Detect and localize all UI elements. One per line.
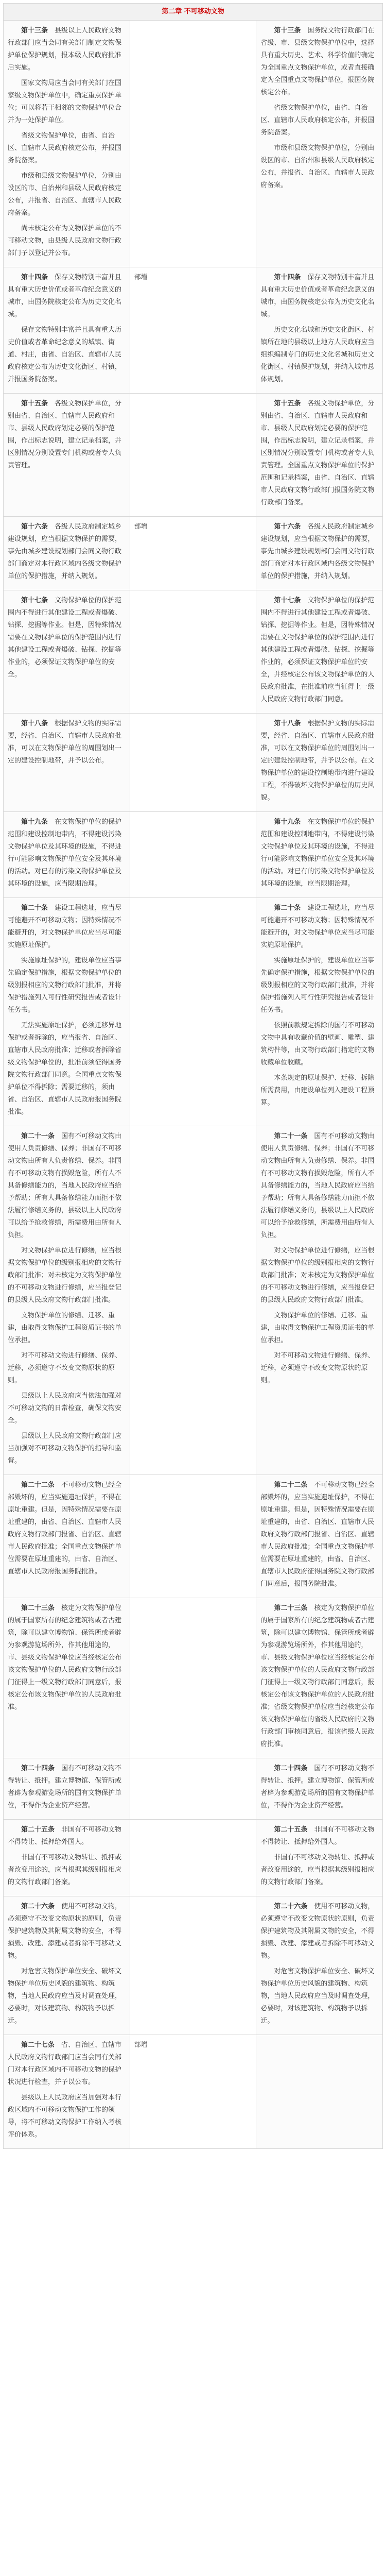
- table-row: [4, 714, 383, 812]
- article-paragraph: [8, 2039, 126, 2089]
- article-paragraph: [260, 1852, 378, 1889]
- change-note-cell: [130, 21, 256, 267]
- article-number: 第二十一条: [21, 1132, 62, 1140]
- article-paragraph: [260, 1824, 378, 1849]
- article-paragraph: [8, 1965, 126, 2027]
- left-column-cell: [4, 2035, 130, 2149]
- article-paragraph: [260, 1602, 378, 1751]
- article-number: 第十三条: [21, 27, 55, 35]
- article-text: 尚未核定公布为文物保护单位的不可移动文物，由县级人民政府文物行政部门予以登记并公布。: [8, 225, 122, 257]
- article-paragraph: [8, 1245, 126, 1307]
- article-text: 国有不可移动文物不得转让、抵押。建立博物馆、保管所或者辟为参观游览场所的国有文物保护单位，不得作为企业资产经营。: [260, 1765, 375, 1809]
- left-column-cell: [4, 1475, 130, 1598]
- article-text: 对文物保护单位进行修缮，应当根据文物保护单位的级别报相应的文物行政部门批准；对未核定为文物保护单位的不可移动文物进行修缮，应当报登记的县级人民政府文物行政部门批准。: [8, 1247, 122, 1304]
- article-number: 第十七条: [274, 597, 308, 604]
- article-text: 对不可移动文物进行修缮、保养、迁移，必须遵守不改变文物原状的原则。: [260, 1352, 375, 1384]
- article-text: 根据保护文物的实际需要，经省、自治区、直辖市人民政府批准，可以在文物保护单位的周围划出一定的建设控制地带，并予以公布。: [8, 720, 122, 765]
- article-paragraph: [8, 1310, 126, 1347]
- left-column-cell: [4, 1820, 130, 1896]
- right-column-cell: [256, 267, 383, 394]
- article-paragraph: [260, 1965, 378, 2027]
- article-number: 第二十二条: [21, 1481, 62, 1489]
- article-number: 第十六条: [21, 523, 55, 531]
- article-paragraph: [8, 1602, 126, 1714]
- article-paragraph: [8, 1350, 126, 1387]
- left-column-cell: [4, 714, 130, 812]
- article-text: 历史文化名城和历史文化街区、村镇所在地的县级以上地方人民政府应当组织编制专门的历史文化名城和历史文化街区、村镇保护规划，并纳入城市总体规划。: [260, 326, 375, 383]
- article-text: 县级以上人民政府文物行政部门应当会同有关部门制定文物保护单位保护规划，报本级人民政府批准后实施。: [8, 27, 122, 72]
- article-number: 第二十四条: [21, 1765, 62, 1772]
- right-column-cell: [256, 590, 383, 714]
- article-text: 各级人民政府制定城乡建设规划，应当根据文物保护的需要，事先由城乡建设规划部门会同文物行政部门商定对本行政区域内各级文物保护单位的保护措施，并纳入规划。: [260, 523, 375, 580]
- article-paragraph: [260, 1350, 378, 1387]
- right-column-cell: [256, 1475, 383, 1598]
- article-paragraph: [260, 1020, 378, 1069]
- article-text: 文物保护单位的保护范围内不得进行其他建设工程或者爆破、钻探、挖掘等作业。但是，因特殊情况需要在文物保护单位的保护范围内进行其他建设工程或者爆破、钻探、挖掘等作业的，必须保证文物保护单位的安全。: [8, 597, 122, 679]
- table-header-row: [4, 4, 383, 21]
- article-number: 第十九条: [274, 818, 308, 826]
- article-text: 非国有不可移动文物不得转让、抵押给外国人。: [8, 1826, 122, 1846]
- article-paragraph: [260, 816, 378, 890]
- article-text: 本条规定的原址保护、迁移、拆除所需费用，由建设单位列入建设工程预算。: [260, 1074, 375, 1107]
- right-column-cell: [256, 2035, 383, 2149]
- table-row: [4, 394, 383, 517]
- article-text: 国有不可移动文物不得转让、抵押。建立博物馆、保管所或者辟为参观游览场所的国有文物保护单位，不得作为企业资产经营。: [8, 1765, 122, 1809]
- article-text: 国家文物局应当会同有关部门在国家级文物保护单位中，确定重点保护单位；可以将若干相邻的文物保护单位合并为一处保护单位。: [8, 79, 122, 124]
- article-paragraph: [8, 77, 126, 127]
- article-number: 第二十二条: [274, 1481, 314, 1489]
- article-paragraph: [260, 902, 378, 952]
- article-text: 对危害文物保护单位安全、破坏文物保护单位历史风貌的建筑物、构筑物，当地人民政府应当及时调查处理，必要时，对该建筑物、构筑物予以拆迁。: [260, 1968, 375, 2025]
- article-paragraph: [260, 1762, 378, 1812]
- table-row: [4, 21, 383, 267]
- right-column-cell: [256, 21, 383, 267]
- article-paragraph: [8, 398, 126, 472]
- article-text: 核定为文物保护单位的属于国家所有的纪念建筑物或者古建筑，除可以建立博物馆、保管所或者辟为参观游览场所外，作其他用途的，市、县级文物保护单位应当经核定公布该文物保护单位的人民政府文物行政部门征得上一级文物行政部门同意后，报核定公布该文物保护单位的人民政府批准。: [8, 1604, 122, 1711]
- article-paragraph: [8, 955, 126, 1016]
- left-column-cell: [4, 1126, 130, 1475]
- article-text: 保存文物特别丰富并且具有重大历史价值或者革命纪念意义的城市，由国务院核定公布为历史文化名城。: [8, 274, 122, 318]
- article-text: 在文物保护单位的保护范围和建设控制地带内，不得建设污染文物保护单位及其环境的设施，不得进行可能影响文物保护单位安全及其环境的活动。对已有的污染文物保护单位及其环境的设施，应当限期治理。: [8, 818, 122, 888]
- article-text: 在文物保护单位的保护范围和建设控制地带内，不得建设污染文物保护单位及其环境的设施，不得进行可能影响文物保护单位安全及其环境的活动。对已有的污染文物保护单位及其环境的设施，应当限期治理。: [260, 818, 375, 888]
- right-column-cell: [256, 714, 383, 812]
- article-paragraph: [260, 595, 378, 706]
- left-column-cell: [4, 21, 130, 267]
- article-text: 文物保护单位的保护范围内不得进行其他建设工程或者爆破、钻探、挖掘等作业。但是，因特殊情况需要在文物保护单位的保护范围内进行其他建设工程或者爆破、钻探、挖掘等作业的，必须保证文物保护单位的安全，并经核定公布该文物保护单位的人民政府批准，在批准前应当征得上一级人民政府文物行政部门同意。: [260, 597, 375, 703]
- table-row: [4, 1475, 383, 1598]
- article-paragraph: [8, 1852, 126, 1889]
- left-column-cell: [4, 1758, 130, 1820]
- article-text: 国务院文物行政部门在省级、市、县级文物保护单位中，选择具有重大历史、艺术、科学价值的确定为全国重点文物保护单位，或者直接确定为全国重点文物保护单位，报国务院核定公布。: [260, 27, 375, 96]
- article-paragraph: [8, 1901, 126, 1962]
- article-text: 保存文物特别丰富并且具有重大历史价值或者革命纪念意义的城市，由国务院核定公布为历史文化名城。: [260, 274, 375, 318]
- article-paragraph: [260, 398, 378, 509]
- article-text: 国有不可移动文物由使用人负责修缮、保养；非国有不可移动文物由所有人负责修缮、保养。非国有不可移动文物有损毁危险，所有人不具备修缮能力的，当地人民政府应当给予帮助；所有人具备修缮能力而拒不依法履行修缮义务的，县级以上人民政府可以给予抢救修缮，所需费用由所有人负担。: [260, 1132, 375, 1239]
- article-number: 第十五条: [21, 400, 55, 408]
- article-number: 第二十五条: [21, 1826, 62, 1834]
- article-paragraph: [8, 25, 126, 74]
- article-text: 对不可移动文物进行修缮、保养、迁移，必须遵守不改变文物原状的原则。: [8, 1352, 122, 1384]
- change-note-cell: [130, 898, 256, 1126]
- article-text: 无法实施原址保护，必须迁移异地保护或者拆除的，应当报省、自治区、直辖市人民政府批准；迁移或者拆除省级文物保护单位的，批准前须征得国务院文物行政部门同意。全国重点文物保护单位不得拆除；需要迁移的，须由省、自治区、直辖市人民政府报国务院批准。: [8, 1022, 122, 1116]
- article-text: 实施原址保护的，建设单位应当事先确定保护措施，根据文物保护单位的级别报相应的文物行政部门批准，并将保护措施列入可行性研究报告或者设计任务书。: [260, 957, 375, 1014]
- table-row: [4, 898, 383, 1126]
- change-note-cell: [130, 1598, 256, 1758]
- article-paragraph: [8, 521, 126, 583]
- right-column-cell: [256, 1820, 383, 1896]
- right-column-cell: [256, 394, 383, 517]
- article-text: 对文物保护单位进行修缮，应当根据文物保护单位的级别报相应的文物行政部门批准；对未核定为文物保护单位的不可移动文物进行修缮，应当报登记的县级人民政府文物行政部门批准。: [260, 1247, 375, 1304]
- chapter-title: 第二章 不可移动文物: [4, 4, 383, 21]
- article-text: 文物保护单位的修缮、迁移、重建，由取得文物保护工程资质证书的单位承担。: [8, 1312, 122, 1344]
- table-row: [4, 517, 383, 590]
- change-note-cell: [130, 812, 256, 898]
- article-text: 各级文物保护单位，分别由省、自治区、直辖市人民政府和市、县级人民政府划定必要的保护范围，作出标志说明，建立记录档案，并区别情况分别设置专门机构或者专人负责管理。全国重点文物保护单位的保护范围和记录档案，由省、自治区、直辖市人民政府文物行政部门报国务院文物行政部门备案。: [260, 400, 375, 506]
- right-column-cell: [256, 1758, 383, 1820]
- comparison-table: [3, 3, 383, 2149]
- change-note-cell: 部增: [130, 267, 256, 394]
- article-text: 不可移动文物已经全部毁坏的，应当实施遗址保护，不得在原址重建。但是，因特殊情况需要在原址重建的，由省、自治区、直辖市人民政府文物行政部门报省、自治区、直辖市人民政府批准；全国重点文物保护单位需要在原址重建的，由省、自治区、直辖市人民政府征得国务院文物行政部门同意后，报国务院批准。: [260, 1481, 375, 1588]
- article-text: 省级文物保护单位，由省、自治区、直辖市人民政府核定公布，并报国务院备案。: [260, 104, 375, 137]
- article-text: 使用不可移动文物，必须遵守不改变文物原状的原则，负责保护建筑物及其附属文物的安全，不得损毁、改建、添建或者拆除不可移动文物。: [260, 1903, 375, 1960]
- change-note-cell: [130, 394, 256, 517]
- table-row: [4, 267, 383, 394]
- article-paragraph: [260, 1479, 378, 1590]
- article-paragraph: [8, 223, 126, 260]
- article-text: 国有不可移动文物由使用人负责修缮、保养；非国有不可移动文物由所有人负责修缮、保养。非国有不可移动文物有损毁危险，所有人不具备修缮能力的，当地人民政府应当给予帮助；所有人具备修缮能力而拒不依法履行修缮义务的，县级以上人民政府可以给予抢救修缮，所需费用由所有人负担。: [8, 1132, 122, 1239]
- article-text: 核定为文物保护单位的属于国家所有的纪念建筑物或者古建筑，除可以建立博物馆、保管所或者辟为参观游览场所外，作其他用途的，市、县级文物保护单位应当经核定公布该文物保护单位的人民政府文物行政部门征得上一级文物行政部门同意后，报核定公布该文物保护单位的人民政府批准；省级文物保护单位应当经核定公布该文物保护单位的省级人民政府的文物行政部门审核同意后，报该省级人民政府批准。: [260, 1604, 375, 1748]
- article-paragraph: [260, 142, 378, 192]
- article-text: 非国有不可移动文物转让、抵押或者改变用途的，应当根据其级别报相应的文物行政部门备案。: [260, 1854, 375, 1886]
- article-text: 县级以上人民政府应当依法加强对不可移动文物的日常检查，确保文物安全。: [8, 1392, 122, 1425]
- table-row: [4, 1758, 383, 1820]
- article-paragraph: [260, 1245, 378, 1307]
- right-column-cell: [256, 1598, 383, 1758]
- article-paragraph: [8, 1020, 126, 1118]
- right-column-cell: [256, 812, 383, 898]
- left-column-cell: [4, 517, 130, 590]
- article-text: 根据保护文物的实际需要，经省、自治区、直辖市人民政府批准，可以在文物保护单位的周围划出一定的建设控制地带，并予以公布。在文物保护单位的建设控制地带内进行建设工程，不得破坏文物保护单位的历史风貌。: [260, 720, 375, 802]
- article-paragraph: [260, 521, 378, 583]
- article-paragraph: [260, 102, 378, 139]
- article-paragraph: [8, 2092, 126, 2141]
- article-paragraph: [8, 1390, 126, 1427]
- article-paragraph: [8, 1430, 126, 1467]
- article-text: 使用不可移动文物，必须遵守不改变文物原状的原则，负责保护建筑物及其附属文物的安全，不得损毁、改建、添建或者拆除不可移动文物。: [8, 1903, 122, 1960]
- article-number: 第十三条: [274, 27, 308, 35]
- article-text: 市级和县级文物保护单位，分别由设区的市、自治州和县级人民政府核定公布，并报省、自治区、直辖市人民政府备案。: [8, 172, 122, 217]
- article-paragraph: [260, 1310, 378, 1347]
- article-paragraph: [260, 1130, 378, 1242]
- right-column-cell: [256, 1896, 383, 2035]
- change-note-cell: [130, 1475, 256, 1598]
- change-note-cell: 部增: [130, 2035, 256, 2149]
- article-text: 省级文物保护单位，由省、自治区、直辖市人民政府核定公布，并报国务院备案。: [8, 132, 122, 164]
- article-paragraph: [8, 816, 126, 890]
- left-column-cell: [4, 590, 130, 714]
- change-note-cell: [130, 1126, 256, 1475]
- article-text: 建设工程选址，应当尽可能避开不可移动文物；因特殊情况不能避开的，对文物保护单位应当尽可能实施原址保护。: [8, 904, 122, 949]
- article-number: 第二十六条: [274, 1903, 314, 1910]
- article-number: 第二十六条: [21, 1903, 62, 1910]
- article-text: 非国有不可移动文物不得转让、抵押给外国人。: [260, 1826, 375, 1846]
- article-number: 第二十三条: [274, 1604, 314, 1612]
- article-number: 第十四条: [21, 274, 55, 281]
- article-text: 保存文物特别丰富并且具有重大历史价值或者革命纪念意义的城镇、街道、村庄，由省、自治区、直辖市人民政府核定公布为历史文化街区、村镇，并报国务院备案。: [8, 326, 122, 383]
- article-paragraph: [260, 272, 378, 321]
- article-text: 省、自治区、直辖市人民政府文物行政部门应当会同有关部门对本行政区域内不可移动文物的保护状况进行检查，并予以公布。: [8, 2041, 122, 2086]
- article-text: 实施原址保护的，建设单位应当事先确定保护措施，根据文物保护单位的级别报相应的文物行政部门批准，并将保护措施列入可行性研究报告或者设计任务书。: [8, 957, 122, 1014]
- right-column-cell: [256, 1126, 383, 1475]
- article-paragraph: [260, 718, 378, 804]
- change-note-cell: [130, 1758, 256, 1820]
- article-paragraph: [260, 25, 378, 99]
- article-paragraph: [8, 1762, 126, 1812]
- table-row: [4, 590, 383, 714]
- table-row: [4, 1820, 383, 1896]
- table-row: [4, 1896, 383, 2035]
- article-text: 对危害文物保护单位安全、破坏文物保护单位历史风貌的建筑物、构筑物，当地人民政府应当及时调查处理，必要时，对该建筑物、构筑物予以拆迁。: [8, 1968, 122, 2025]
- article-text: 市级和县级文物保护单位，分别由设区的市、自治州和县级人民政府核定公布，并报省、自治区、直辖市人民政府备案。: [260, 144, 375, 189]
- article-paragraph: [8, 170, 126, 219]
- table-body: [4, 4, 383, 2149]
- article-number: 第二十条: [274, 904, 308, 912]
- table-row: [4, 1598, 383, 1758]
- article-text: 建设工程选址，应当尽可能避开不可移动文物；因特殊情况不能避开的，对文物保护单位应当尽可能实施原址保护。: [260, 904, 375, 949]
- left-column-cell: [4, 394, 130, 517]
- change-note-cell: [130, 1896, 256, 2035]
- article-paragraph: [8, 595, 126, 681]
- article-paragraph: [8, 718, 126, 767]
- article-text: 不可移动文物已经全部毁坏的，应当实施遗址保护，不得在原址重建。但是，因特殊情况需要在原址重建的，由省、自治区、直辖市人民政府文物行政部门报省、自治区、直辖市人民政府批准；全国重点文物保护单位需要在原址重建的，由省、自治区、直辖市人民政府报国务院批准。: [8, 1481, 122, 1575]
- left-column-cell: [4, 898, 130, 1126]
- article-paragraph: [8, 324, 126, 386]
- article-number: 第二十一条: [274, 1132, 314, 1140]
- change-note-cell: [130, 1820, 256, 1896]
- article-paragraph: [8, 1479, 126, 1578]
- article-number: 第十六条: [274, 523, 308, 531]
- article-paragraph: [8, 1130, 126, 1242]
- left-column-cell: [4, 1896, 130, 2035]
- article-text: 各级文物保护单位，分别由省、自治区、直辖市人民政府和市、县级人民政府划定必要的保护范围，作出标志说明，建立记录档案，并区别情况分别设置专门机构或者专人负责管理。: [8, 400, 122, 469]
- left-column-cell: [4, 812, 130, 898]
- article-number: 第十九条: [21, 818, 55, 826]
- article-paragraph: [260, 1072, 378, 1109]
- right-column-cell: [256, 898, 383, 1126]
- table-row: [4, 812, 383, 898]
- article-paragraph: [260, 955, 378, 1016]
- left-column-cell: [4, 267, 130, 394]
- left-column-cell: [4, 1598, 130, 1758]
- article-paragraph: [8, 1824, 126, 1849]
- article-number: 第二十五条: [274, 1826, 314, 1834]
- article-paragraph: [260, 324, 378, 386]
- table-row: [4, 2035, 383, 2149]
- article-text: 文物保护单位的修缮、迁移、重建，由取得文物保护工程资质证书的单位承担。: [260, 1312, 375, 1344]
- article-number: 第二十三条: [21, 1604, 62, 1612]
- article-number: 第二十七条: [21, 2041, 62, 2049]
- article-paragraph: [8, 130, 126, 167]
- article-number: 第十七条: [21, 597, 55, 604]
- article-paragraph: [8, 902, 126, 952]
- article-text: 县级以上人民政府文物行政部门应当加强对不可移动文物保护的指导和监督。: [8, 1432, 122, 1465]
- article-text: 依照前款规定拆除的国有不可移动文物中具有收藏价值的壁画、雕塑、建筑构件等，由文物行政部门指定的文物收藏单位收藏。: [260, 1022, 375, 1066]
- article-number: 第十八条: [21, 720, 55, 727]
- article-text: 县级以上人民政府应当加强对本行政区域内不可移动文物保护工作的领导，将不可移动文物保护工作纳入考核评价体系。: [8, 2094, 122, 2139]
- article-number: 第十八条: [274, 720, 308, 727]
- article-number: 第十五条: [274, 400, 308, 408]
- article-number: 第十四条: [274, 274, 308, 281]
- article-text: 非国有不可移动文物转让、抵押或者改变用途的，应当根据其级别报相应的文物行政部门备案。: [8, 1854, 122, 1886]
- article-text: 各级人民政府制定城乡建设规划，应当根据文物保护的需要，事先由城乡建设规划部门会同文物行政部门商定对本行政区域内各级文物保护单位的保护措施，并纳入规划。: [8, 523, 122, 580]
- article-paragraph: [8, 272, 126, 321]
- change-note-cell: 部增: [130, 517, 256, 590]
- article-number: 第二十条: [21, 904, 55, 912]
- change-note-cell: [130, 590, 256, 714]
- table-row: [4, 1126, 383, 1475]
- right-column-cell: [256, 517, 383, 590]
- article-paragraph: [260, 1901, 378, 1962]
- change-note-cell: [130, 714, 256, 812]
- article-number: 第二十四条: [274, 1765, 314, 1772]
